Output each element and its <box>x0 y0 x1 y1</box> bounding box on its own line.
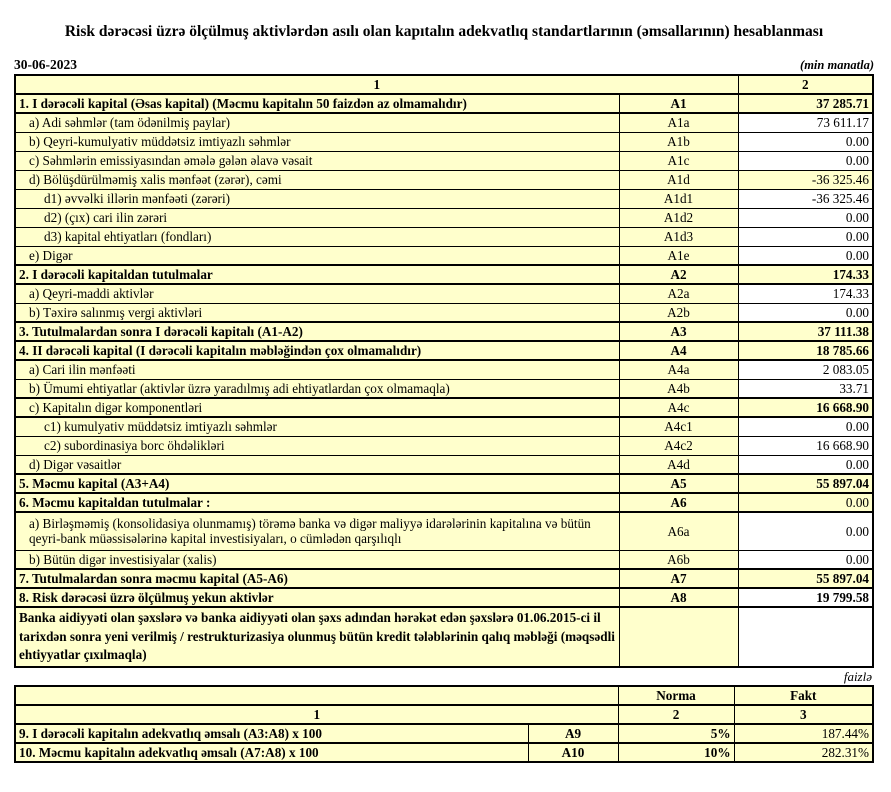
row-label-cell: c) Kapitalın digər komponentləri <box>15 398 619 417</box>
row-norma-cell: 10% <box>618 743 734 762</box>
row-label-cell: 9. I dərəcəli kapitalın adekvatlıq əmsalı (A3:A8) x 100 <box>15 724 528 743</box>
table-row <box>15 493 873 512</box>
table-row <box>15 322 873 341</box>
row-value-cell: 0.00 <box>738 303 873 322</box>
row-label-cell: 3. Tutulmalardan sonra I dərəcəli kapitalı (A1-A2) <box>15 322 619 341</box>
row-value-cell: 37 285.71 <box>738 94 873 113</box>
table-row <box>15 132 873 151</box>
table-row <box>15 607 873 667</box>
row-label-cell: d3) kapital ehtiyatları (fondları) <box>15 227 619 246</box>
capital-table-header-row <box>15 75 873 94</box>
row-code-cell: A1d1 <box>619 189 738 208</box>
table-row <box>15 170 873 189</box>
row-value-cell: 174.33 <box>738 284 873 303</box>
row-label-cell: 6. Məcmu kapitaldan tutulmalar : <box>15 493 619 512</box>
row-label-cell: b) Təxirə salınmış vergi aktivləri <box>15 303 619 322</box>
row-label-cell: d) Bölüşdürülməmiş xalis mənfəət (zərər), cəmi <box>15 170 619 189</box>
row-label-cell: e) Digər <box>15 246 619 265</box>
table-row <box>15 724 873 743</box>
report-date: 30-06-2023 <box>14 57 77 72</box>
colnum-1: 1 <box>15 705 618 724</box>
row-value-cell: 19 799.58 <box>738 588 873 607</box>
row-code-cell: A4a <box>619 360 738 379</box>
row-label-cell: 7. Tutulmalardan sonra məcmu kapital (A5-A6) <box>15 569 619 588</box>
row-code-cell: A1d3 <box>619 227 738 246</box>
row-value-cell: 16 668.90 <box>738 436 873 455</box>
adequacy-table <box>14 685 874 763</box>
row-label-cell: 10. Məcmu kapitalın adekvatlıq əmsalı (A7:A8) x 100 <box>15 743 528 762</box>
row-code-cell: A2b <box>619 303 738 322</box>
row-value-cell: 0.00 <box>738 208 873 227</box>
row-label-cell: 4. II dərəcəli kapital (I dərəcəli kapitalın məbləğindən çox olmamalıdır) <box>15 341 619 360</box>
row-label-cell: d1) əvvəlki illərin mənfəəti (zərəri) <box>15 189 619 208</box>
row-code-cell: A4c2 <box>619 436 738 455</box>
adequacy-colnum-row <box>15 705 873 724</box>
row-value-cell: 18 785.66 <box>738 341 873 360</box>
row-value-cell: 37 111.38 <box>738 322 873 341</box>
row-value-cell: 0.00 <box>738 455 873 474</box>
row-label-cell: 5. Məcmu kapital (A3+A4) <box>15 474 619 493</box>
row-code-cell: A4c <box>619 398 738 417</box>
row-label-cell: c) Səhmlərin emissiyasından əmələ gələn əlavə vəsait <box>15 151 619 170</box>
row-code-cell: A1d2 <box>619 208 738 227</box>
row-label-cell: b) Bütün digər investisiyalar (xalis) <box>15 550 619 569</box>
row-value-cell: -36 325.46 <box>738 170 873 189</box>
row-norma-cell: 5% <box>618 724 734 743</box>
table-row <box>15 341 873 360</box>
row-value-cell: 0.00 <box>738 493 873 512</box>
table-row <box>15 743 873 762</box>
row-code-cell: A1a <box>619 113 738 132</box>
row-value-cell: 73 611.17 <box>738 113 873 132</box>
row-fakt-cell: 187.44% <box>734 724 873 743</box>
percent-note: faizlə <box>843 668 872 684</box>
capital-table-body <box>15 94 873 667</box>
table-row <box>15 113 873 132</box>
row-value-cell: 55 897.04 <box>738 474 873 493</box>
row-value-cell: 33.71 <box>738 379 873 398</box>
row-code-cell: A5 <box>619 474 738 493</box>
table-row <box>15 550 873 569</box>
table-row <box>15 455 873 474</box>
unit-note: (min manatla) <box>800 58 874 72</box>
row-code-cell: A7 <box>619 569 738 588</box>
row-code-cell: A6b <box>619 550 738 569</box>
row-code-cell: A1 <box>619 94 738 113</box>
row-value-cell: 16 668.90 <box>738 398 873 417</box>
row-code-cell: A9 <box>528 724 618 743</box>
row-label-cell: 2. I dərəcəli kapitaldan tutulmalar <box>15 265 619 284</box>
row-label-cell: d2) (çıx) cari ilin zərəri <box>15 208 619 227</box>
row-code-cell: A4b <box>619 379 738 398</box>
row-code-cell: A4d <box>619 455 738 474</box>
table-row <box>15 379 873 398</box>
row-value-cell: 0.00 <box>738 246 873 265</box>
row-value-cell <box>738 607 873 667</box>
row-label-cell: 1. I dərəcəli kapital (Əsas kapital) (Məcmu kapitalın 50 faizdən az olmamalıdır) <box>15 94 619 113</box>
capital-table <box>14 74 874 668</box>
col-header-2: 2 <box>738 75 873 94</box>
row-code-cell: A3 <box>619 322 738 341</box>
table-row <box>15 360 873 379</box>
row-label-cell: a) Adi səhmlər (tam ödənilmiş paylar) <box>15 113 619 132</box>
table-row <box>15 151 873 170</box>
row-code-cell: A1e <box>619 246 738 265</box>
table-row <box>15 208 873 227</box>
table-row <box>15 284 873 303</box>
table-row <box>15 569 873 588</box>
table-row <box>15 474 873 493</box>
row-code-cell <box>619 607 738 667</box>
table-row <box>15 303 873 322</box>
adequacy-header-row <box>15 686 873 705</box>
row-value-cell: 0.00 <box>738 151 873 170</box>
row-code-cell: A6 <box>619 493 738 512</box>
row-label-cell: 8. Risk dərəcəsi üzrə ölçülmuş yekun aktivlər <box>15 588 619 607</box>
row-value-cell: 0.00 <box>738 227 873 246</box>
row-value-cell: 174.33 <box>738 265 873 284</box>
row-code-cell: A1c <box>619 151 738 170</box>
row-label-cell: a) Cari ilin mənfəəti <box>15 360 619 379</box>
row-code-cell: A10 <box>528 743 618 762</box>
row-code-cell: A4c1 <box>619 417 738 436</box>
row-label-cell: b) Qeyri-kumulyativ müddətsiz imtiyazlı səhmlər <box>15 132 619 151</box>
row-label-cell: a) Qeyri-maddi aktivlər <box>15 284 619 303</box>
row-value-cell: 0.00 <box>738 417 873 436</box>
row-value-cell: 2 083.05 <box>738 360 873 379</box>
row-label-cell: a) Birləşməmiş (konsolidasiya olunmamış) törəmə banka və digər maliyyə idarələrinin kapitalına və bütün qeyri-bank müəssisələrinə kapital investisiyaları, o cümlədən qarşılıqlı <box>15 512 619 550</box>
table-row <box>15 588 873 607</box>
col-header-1: 1 <box>15 75 738 94</box>
row-value-cell: 0.00 <box>738 132 873 151</box>
colnum-3: 3 <box>734 705 873 724</box>
empty-header-cell <box>15 686 618 705</box>
table-row <box>15 94 873 113</box>
table-row <box>15 417 873 436</box>
colnum-2: 2 <box>618 705 734 724</box>
row-code-cell: A8 <box>619 588 738 607</box>
table-row <box>15 436 873 455</box>
row-label-cell: c1) kumulyativ müddətsiz imtiyazlı səhmlər <box>15 417 619 436</box>
row-fakt-cell: 282.31% <box>734 743 873 762</box>
row-code-cell: A4 <box>619 341 738 360</box>
table-row <box>15 265 873 284</box>
row-value-cell: 0.00 <box>738 550 873 569</box>
row-code-cell: A2 <box>619 265 738 284</box>
report-title: Risk dərəcəsi üzrə ölçülmuş aktivlərdən asılı olan kapıtalın adekvatlıq standartlarının (əmsallarının) hesablanması <box>64 23 824 40</box>
row-code-cell: A2a <box>619 284 738 303</box>
table-row <box>15 512 873 550</box>
row-value-cell: 55 897.04 <box>738 569 873 588</box>
row-label-cell: Banka aidiyyəti olan şəxslərə və banka aidiyyəti olan şəxs adından hərəkət edən şəxslərə 01.06.2015-ci il tarixdən sonra yeni verilmiş / restrukturizasiya olunmuş bütün kredit tələblərinin qalıq məbləği (məqsədli ehtiyyatlar çıxılmaqla) <box>15 607 619 667</box>
table-row <box>15 246 873 265</box>
meta-row <box>14 57 874 73</box>
table-row <box>15 398 873 417</box>
row-value-cell: -36 325.46 <box>738 189 873 208</box>
row-code-cell: A1b <box>619 132 738 151</box>
row-code-cell: A1d <box>619 170 738 189</box>
row-label-cell: b) Ümumi ehtiyatlar (aktivlər üzrə yaradılmış adi ehtiyatlardan çox olmamaqla) <box>15 379 619 398</box>
norma-header: Norma <box>618 686 734 705</box>
table-row <box>15 227 873 246</box>
adequacy-table-body <box>15 724 873 762</box>
row-value-cell: 0.00 <box>738 512 873 550</box>
row-label-cell: d) Digər vəsaitlər <box>15 455 619 474</box>
row-code-cell: A6a <box>619 512 738 550</box>
table-row <box>15 189 873 208</box>
row-label-cell: c2) subordinasiya borc öhdəlikləri <box>15 436 619 455</box>
fakt-header: Fakt <box>734 686 873 705</box>
